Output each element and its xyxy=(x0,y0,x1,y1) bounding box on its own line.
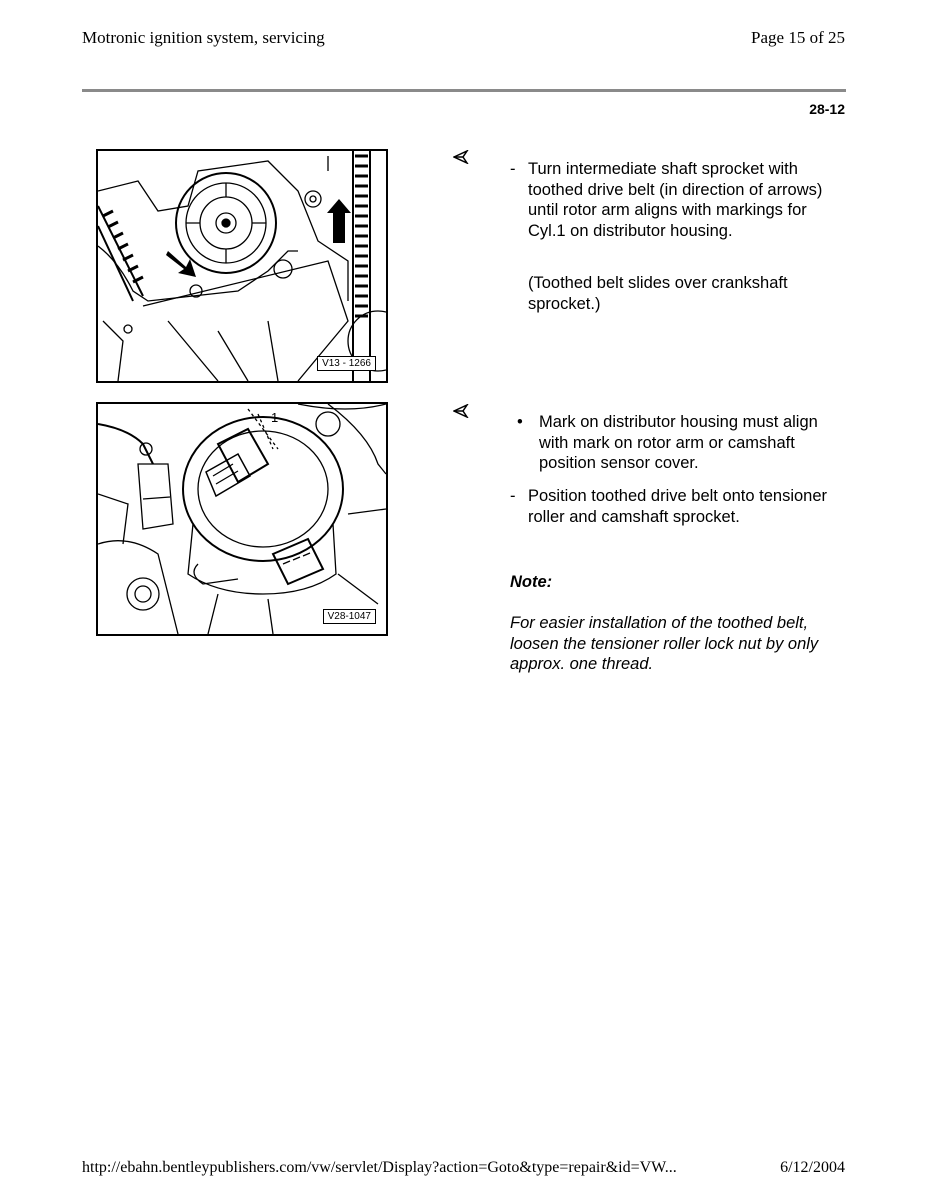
pointer-arrow-icon xyxy=(453,150,469,164)
header-divider xyxy=(82,89,846,92)
step-text: Mark on distributor housing must align with mark on rotor arm or camshaft position sensor cover. xyxy=(539,413,818,472)
dash-marker: - xyxy=(510,487,516,505)
dash-marker: - xyxy=(510,160,516,178)
figure-label: V13 - 1266 xyxy=(317,356,376,371)
source-url: http://ebahn.bentleypublishers.com/vw/servlet/Display?action=Goto&type=repair&id=VW... xyxy=(82,1159,677,1176)
step-text: Position toothed drive belt onto tensioner roller and camshaft sprocket. xyxy=(528,487,828,526)
note-text: For easier installation of the toothed belt, loosen the tensioner roller lock nut by only approx. one thread. xyxy=(510,614,819,673)
rotation-arrow-left xyxy=(166,251,196,277)
figure-distributor xyxy=(96,402,388,636)
bullet-marker: • xyxy=(517,413,523,431)
print-date: 6/12/2004 xyxy=(780,1159,845,1176)
instruction-step-turn-sprocket xyxy=(510,159,840,241)
step-text: Turn intermediate shaft sprocket with toothed drive belt (in direction of arrows) until rotor arm aligns with markings for Cyl.1 on distributor housing. xyxy=(528,160,823,240)
callout-number: 1 xyxy=(271,410,279,425)
rotation-arrow-right xyxy=(327,199,351,243)
section-number: 28-12 xyxy=(809,101,845,117)
instruction-step-position-belt xyxy=(510,486,840,527)
page-indicator: Page 15 of 25 xyxy=(751,28,845,47)
timing-belt-illustration xyxy=(98,151,386,381)
figure-timing-belt xyxy=(96,149,388,383)
instruction-check-alignment xyxy=(517,412,837,474)
note-heading: Note: xyxy=(510,573,553,591)
document-title: Motronic ignition system, servicing xyxy=(82,28,325,47)
distributor-illustration xyxy=(98,404,386,634)
figure-label: V28-1047 xyxy=(323,609,376,624)
pointer-arrow-icon xyxy=(453,404,469,418)
step-note: (Toothed belt slides over crankshaft sprocket.) xyxy=(528,274,788,313)
